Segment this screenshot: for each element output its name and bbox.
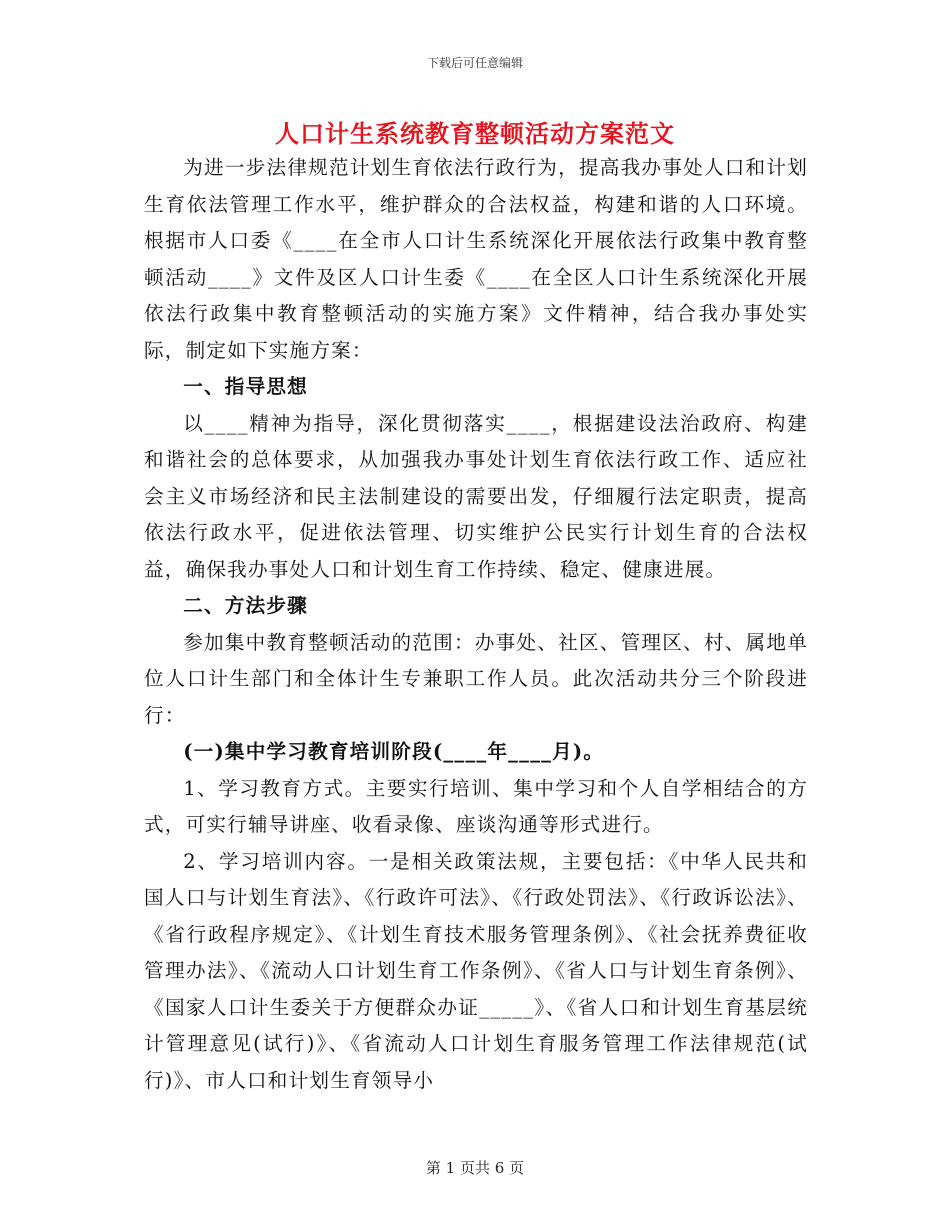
document-body: [144, 150, 808, 1099]
section-heading-method-steps: 二、方法步骤: [183, 594, 308, 617]
guiding-ideology-paragraph: 以____精神为指导，深化贯彻落实____，根据建设法治政府、构建和谐社会的总体要求，从加强我办事处计划生育依法行政工作、适应社会主义市场经济和民主法制建设的需要出发，仔细履行法定职责，提高依法行政水平，促进依法管理、切实维护公民实行计划生育的合法权益，确保我办事处人口和计划生育工作持续、稳定、健康进展。: [144, 411, 808, 581]
study-method-paragraph: 1、学习教育方式。主要实行培训、集中学习和个人自学相结合的方式，可实行辅导讲座、收看录像、座谈沟通等形式进行。: [144, 776, 808, 836]
activity-scope-paragraph: 参加集中教育整顿活动的范围：办事处、社区、管理区、村、属地单位人口计生部门和全体计生专兼职工作人员。此次活动共分三个阶段进行：: [144, 630, 808, 727]
study-content-paragraph: 2、学习培训内容。一是相关政策法规，主要包括：《中华人民共和国人口与计划生育法》、《行政许可法》、《行政处罚法》、《行政诉讼法》、《省行政程序规定》、《计划生育技术服务管理条例》、《社会抚养费征收管理办法》、《流动人口计划生育工作条例》、《省人口与计划生育条例》、《国家人口计生委关于方便群众办证_____》、《省人口和计划生育基层统计管理意见(试行)》、《省流动人口计划生育服务管理工作法律规范(试行)》、市人口和计划生育领导小: [144, 849, 808, 1092]
section-heading-guiding-ideology: 一、指导思想: [183, 375, 308, 398]
page-header-note: 下载后可任意编辑: [426, 56, 523, 70]
document-title: 人口计生系统教育整顿活动方案范文: [275, 119, 675, 148]
subsection-heading-stage-one: (一)集中学习教育培训阶段(____年____月)。: [183, 740, 605, 763]
intro-paragraph: 为进一步法律规范计划生育依法行政行为，提高我办事处人口和计划生育依法管理工作水平，维护群众的合法权益，构建和谐的人口环境。根据市人口委《____在全市人口计生系统深化开展依法行政集中教育整顿活动____》文件及区人口计生委《____在全区人口计生系统深化开展依法行政集中教育整顿活动的实施方案》文件精神，结合我办事处实际，制定如下实施方案：: [144, 156, 808, 362]
page-number-footer: 第 1 页共 6 页: [425, 1159, 525, 1177]
